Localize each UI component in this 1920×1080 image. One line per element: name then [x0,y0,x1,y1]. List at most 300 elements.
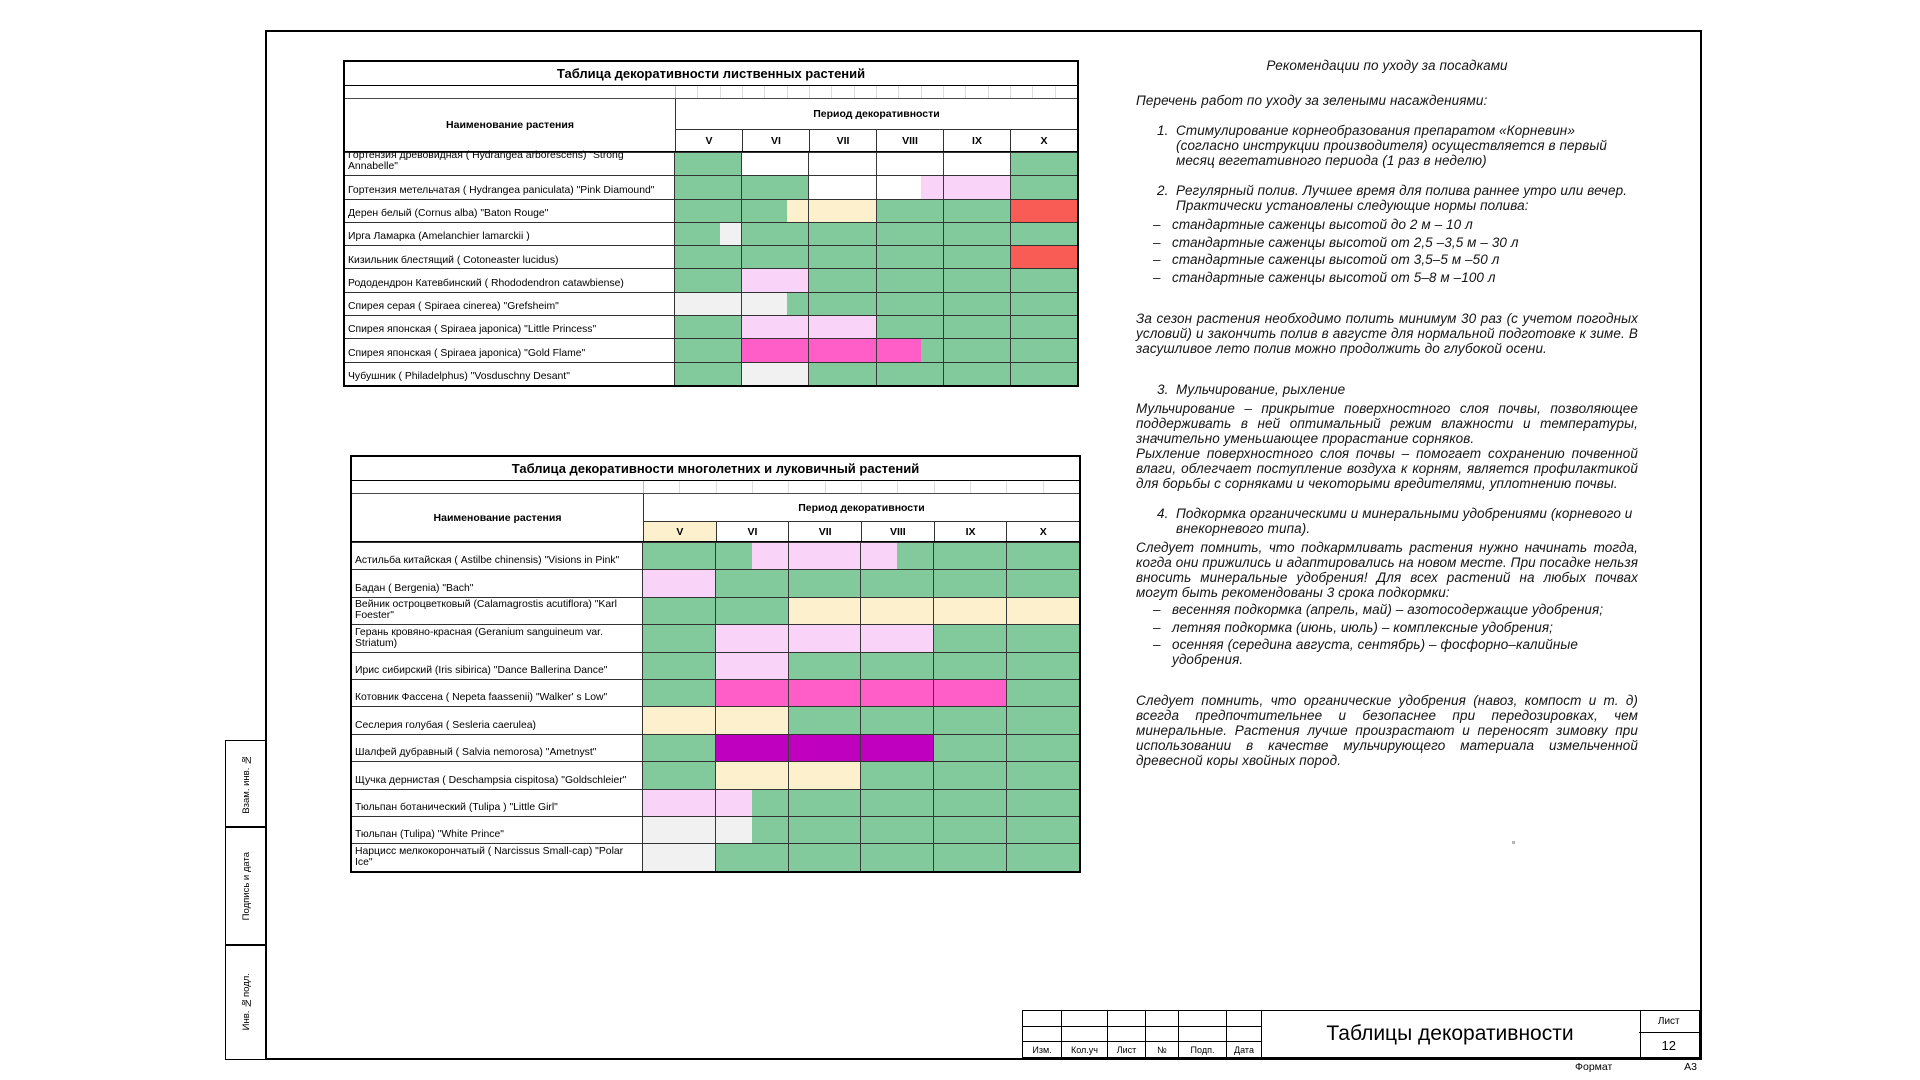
tick-cell [764,86,786,98]
month-gridline-cell [933,653,1006,679]
table-row [352,569,1079,596]
month-gridline-cell [876,153,943,175]
dash-marker: – [1153,234,1161,250]
month-gridlines [643,570,1079,596]
month-gridline-cell [860,598,933,624]
tick-cell [679,481,715,493]
period-header: Период декоративности [676,99,1077,130]
table-row [352,789,1079,816]
month-gridline-cell [933,543,1006,569]
item-number: 2. [1157,183,1169,198]
plant-name: Чубушник ( Philadelphus) "Vosduschny Desant" [345,363,675,385]
plant-name: Кизильник блестящий ( Cotoneaster lucidus) [345,246,675,268]
period-bar [675,269,1077,291]
item-text: осенняя (середина августа, сентябрь) – фосфорно–калийные удобрения. [1172,637,1578,667]
tick-cell [1043,481,1079,493]
month-gridline-cell [933,762,1006,788]
month-gridline-cell [643,570,715,596]
dash-marker: – [1153,602,1161,617]
revision-grid-cell [1023,1027,1061,1042]
month-gridline-cell [715,680,788,706]
month-gridline-cell [1010,223,1077,245]
month-gridline-cell [876,316,943,338]
name-column-header: Наименование растения [345,99,676,151]
month-gridline-cell [860,790,933,816]
period-bar [675,316,1077,338]
table-row [352,679,1079,706]
period-bar [675,176,1077,198]
month-gridline-cell [788,653,861,679]
revision-grid-cell [1226,1011,1261,1026]
subdivision-ticks [676,86,1077,98]
month-gridlines [643,680,1079,706]
deciduous-plants-table [343,60,1079,387]
tick-cell [752,481,788,493]
recommendation-dash [1136,602,1638,617]
month-gridlines [675,176,1077,198]
month-gridline-cell [943,200,1010,222]
month-gridline-cell [741,339,808,361]
month-label: V [705,134,713,147]
month-gridline-cell [788,543,861,569]
recommendations-body [1136,123,1638,768]
period-bar [675,153,1077,175]
revision-grid-cell: Подп. [1178,1042,1226,1057]
table-row [345,362,1077,385]
month-gridline-cell [933,570,1006,596]
table-header [352,494,1079,542]
month-gridlines [675,223,1077,245]
month-gridline-cell [715,790,788,816]
care-recommendations [1136,52,1638,768]
recommendation-num [1136,123,1638,168]
month-gridline-cell [643,543,715,569]
table-row [345,315,1077,338]
period-bar [643,817,1079,843]
tick-cell [788,481,824,493]
month-gridlines [643,653,1079,679]
month-gridline-cell [933,680,1006,706]
month-gridline-cell [933,790,1006,816]
month-gridline-cell [860,543,933,569]
month-gridline-cell [933,598,1006,624]
month-gridline-cell [715,844,788,870]
subdivision-name-spacer [345,86,676,98]
month-gridline-cell [860,735,933,761]
month-gridlines [643,625,1079,651]
side-label: Инв. №подл. [240,973,252,1031]
format-value: А3 [1684,1061,1697,1073]
month-gridline-cell [860,707,933,733]
month-gridline-cell [1006,817,1079,843]
month-gridline-cell [808,293,875,315]
tick-cell [876,86,898,98]
month-gridlines [675,293,1077,315]
month-gridlines [675,246,1077,268]
month-gridline-cell [933,707,1006,733]
table-row [352,761,1079,788]
month-gridline-cell [1006,735,1079,761]
month-label: VI [716,522,789,541]
table-row [345,268,1077,291]
sheet-number: 12 [1661,1037,1676,1053]
tick-cell [970,481,1006,493]
month-gridline-cell [876,223,943,245]
period-bar [643,680,1079,706]
item-number: 3. [1157,381,1169,397]
month-gridlines [643,844,1079,870]
month-gridline-cell [943,153,1010,175]
revision-grid-row [1023,1026,1261,1042]
item-text: Регулярный полив. Лучшее время для полива раннее утро или вечер. Практически установлены следующие нормы полива: [1176,183,1628,213]
tick-cell [861,481,897,493]
month-gridline-cell [860,625,933,651]
plant-name: Рододендрон Катевбинский ( Rhododendron catawbiense) [345,269,675,291]
period-bar [643,844,1079,870]
item-text: Стимулирование корнеобразования препаратом «Корневин» (согласно инструкции производителя) осуществляется в первый месяц вегетативного периода (1 раз в неделю) [1176,123,1608,168]
month-gridline-cell [933,735,1006,761]
month-labels-row [676,130,1077,151]
plant-name: Гортензия древовидная ( Hydrangea arborescens) "Strong Annabelle" [345,153,675,175]
month-gridline-cell [741,176,808,198]
revision-grid-cell: Лист [1107,1042,1145,1057]
tick-cell [921,86,943,98]
month-gridline-cell [643,790,715,816]
month-gridline-cell [808,363,875,385]
revision-grid-cell [1226,1027,1261,1042]
plant-name: Спирея серая ( Spiraea cinerea) "Grefsheim" [345,293,675,315]
month-gridline-cell [788,817,861,843]
table-row [352,597,1079,624]
plant-name: Герань кровяно-красная (Geranium sanguineum var. Striatum) [352,625,643,651]
month-gridline-cell [741,246,808,268]
month-label: V [644,522,716,541]
month-gridline-cell [643,598,715,624]
period-bar [675,293,1077,315]
table-title: Таблица декоративности многолетних и луковичный растений [352,457,1079,481]
revision-grid-cell [1145,1011,1178,1026]
item-text: стандартные саженцы высотой от 3,5–5 м –50 л [1172,252,1500,267]
month-gridline-cell [715,625,788,651]
month-gridline-cell [1010,293,1077,315]
month-gridline-cell [643,625,715,651]
table-title: Таблица декоративности лиственных растений [345,62,1077,86]
month-gridline-cell [808,316,875,338]
month-gridline-cell [643,844,715,870]
month-gridline-cell [933,625,1006,651]
recommendation-dash [1136,217,1638,232]
month-gridline-cell [1010,269,1077,291]
month-gridline-cell [643,817,715,843]
month-gridline-cell [675,269,741,291]
plant-name: Астильба китайская ( Astilbe chinensis) "Visions in Pink" [352,543,643,569]
month-gridline-cell [741,363,808,385]
period-header-group [644,494,1079,541]
month-gridline-cell [933,844,1006,870]
revision-grid-cell: № [1145,1042,1178,1057]
item-text: Подкормка органическими и минеральными удобрениями (корневого и внекорневого типа). [1176,505,1633,536]
month-gridline-cell [788,570,861,596]
revision-grid-cell: Дата [1226,1042,1261,1057]
tick-cell [1032,86,1054,98]
month-gridline-cell [675,293,741,315]
dash-marker: – [1153,269,1161,285]
table-row [352,734,1079,761]
table-row [345,199,1077,222]
month-gridlines [643,707,1079,733]
month-gridline-cell [808,269,875,291]
recommendation-para: Следует помнить, что подкармливать растения нужно начинать тогда, когда они прижились и адаптировались на новом месте. При посадке нельзя вносить минеральные удобрения! Для всех растений на любых почвах могут быть рекомендованы 3 срока подкормки: [1136,539,1639,600]
tick-cell [644,481,679,493]
plant-name: Шалфей дубравный ( Salvia nemorosa) "Ametnyst" [352,735,643,761]
month-gridline-cell [808,176,875,198]
table-row [352,652,1079,679]
month-gridline-cell [643,735,715,761]
period-bar [643,762,1079,788]
month-gridline-cell [933,817,1006,843]
format-note [1575,1061,1697,1073]
item-text: стандартные саженцы высотой от 2,5 –3,5 м – 30 л [1172,234,1519,250]
month-gridline-cell [808,223,875,245]
item-number: 1. [1157,123,1169,138]
side-label: Подпись и дата [240,851,252,921]
tick-cell [943,86,965,98]
month-gridline-cell [675,176,741,198]
revision-grid-cell [1061,1011,1107,1026]
month-label: VII [809,130,876,151]
month-gridline-cell [1006,625,1079,651]
month-gridline-cell [741,223,808,245]
recommendation-dash [1136,620,1638,635]
revision-grid-cell [1061,1027,1107,1042]
dash-marker: – [1153,619,1161,635]
table-row [352,816,1079,843]
tick-cell [742,86,764,98]
recommendations-intro: Перечень работ по уходу за зелеными насаждениями: [1136,93,1488,108]
month-label: X [1010,130,1077,151]
tick-cell [1006,481,1042,493]
revision-grid-cell [1178,1027,1226,1042]
month-gridline-cell [860,844,933,870]
month-gridline-cell [715,762,788,788]
recommendation-dash [1136,252,1638,267]
month-gridline-cell [1006,707,1079,733]
month-gridline-cell [943,293,1010,315]
revision-grid-row [1023,1011,1261,1026]
tick-cell [934,481,970,493]
tick-cell [825,481,861,493]
format-label: Формат [1575,1061,1613,1073]
table-row [352,843,1079,870]
period-bar [643,625,1079,651]
tick-cell [898,86,920,98]
month-gridlines [675,316,1077,338]
period-header: Период декоративности [644,494,1079,522]
subdivision-strip [352,481,1079,494]
month-gridline-cell [675,339,741,361]
period-bar [675,339,1077,361]
period-bar [675,223,1077,245]
period-bar [643,570,1079,596]
table-row [345,222,1077,245]
recommendation-para: За сезон растения необходимо полить минимум 30 раз (с учетом погодных условий) и закончить полив в августе для нормальной подготовке к зиме. В засушливое лето полив можно продолжить до глубокой осени. [1136,310,1638,356]
month-gridline-cell [788,735,861,761]
month-gridline-cell [715,707,788,733]
revision-grid-row [1023,1041,1261,1057]
tick-cell [1055,86,1077,98]
tick-cell [697,86,719,98]
month-gridlines [643,817,1079,843]
period-bar [643,790,1079,816]
month-gridline-cell [675,223,741,245]
plant-name: Щучка дернистая ( Deschampsia cispitosa) "Goldschleier" [352,762,643,788]
recommendation-dash [1136,637,1638,667]
table-row [345,152,1077,175]
period-bar [643,707,1079,733]
recommendation-para: Следует помнить, что органические удобрения (навоз, компост и т. д) всегда предпочтительнее и безопаснее при передозировках, чем минеральные. Растения лучше произрастают и переносят зимовку при использовании в качестве мульчирующего материала измельченной древесной коры хвойных пород. [1136,693,1638,768]
month-gridline-cell [860,817,933,843]
perennials-bulbs-table [350,455,1081,873]
month-gridline-cell [808,339,875,361]
tick-cell [787,86,809,98]
month-gridline-cell [943,316,1010,338]
month-gridline-cell [1006,598,1079,624]
subdivision-ticks [644,481,1079,493]
item-text: летняя подкормка (июнь, июль) – комплексные удобрения; [1172,619,1554,635]
side-label: Взам. инв. № [240,754,252,814]
month-label: VII [788,522,861,541]
recommendations-title: Рекомендации по уходу за посадками [1266,58,1508,73]
recommendation-num [1136,382,1638,397]
month-label: IX [943,130,1010,151]
side-label-box [225,944,267,1060]
month-gridline-cell [1010,339,1077,361]
month-gridline-cell [715,570,788,596]
month-gridline-cell [876,246,943,268]
month-gridline-cell [675,316,741,338]
month-gridline-cell [715,543,788,569]
month-gridline-cell [788,625,861,651]
month-gridline-cell [741,293,808,315]
month-gridline-cell [788,844,861,870]
month-gridline-cell [943,176,1010,198]
dash-marker: – [1153,637,1161,652]
month-gridline-cell [741,316,808,338]
revision-grid-cell [1107,1011,1145,1026]
side-label-box [225,826,267,946]
month-gridline-cell [715,598,788,624]
month-gridline-cell [1010,153,1077,175]
month-gridline-cell [876,363,943,385]
tick-cell [1010,86,1032,98]
tick-cell [897,481,933,493]
month-gridline-cell [643,680,715,706]
item-text: стандартные саженцы высотой от 5–8 м –100 л [1172,269,1496,285]
month-gridline-cell [788,707,861,733]
month-gridline-cell [876,339,943,361]
month-gridline-cell [715,735,788,761]
period-bar [643,543,1079,569]
month-gridline-cell [1010,200,1077,222]
plant-name: Спирея японская ( Spiraea japonica) "Little Princess" [345,316,675,338]
month-gridline-cell [741,153,808,175]
plant-name: Ирис сибирский (Iris sibirica) "Dance Ballerina Dance" [352,653,643,679]
period-bar [675,246,1077,268]
side-label-box [225,740,267,828]
month-gridline-cell [860,653,933,679]
tick-cell [720,86,742,98]
item-text: весенняя подкормка (апрель, май) – азотосодержащие удобрения; [1172,602,1604,617]
month-gridline-cell [943,269,1010,291]
month-gridlines [675,269,1077,291]
month-gridline-cell [1006,680,1079,706]
item-number: 4. [1157,505,1169,521]
table-row [345,175,1077,198]
period-bar [643,598,1079,624]
month-gridline-cell [675,363,741,385]
stray-mark [1512,841,1515,844]
month-gridline-cell [1006,543,1079,569]
tick-cell [809,86,831,98]
plant-name: Сеслерия голубая ( Sesleria caerulea) [352,707,643,733]
month-gridline-cell [675,200,741,222]
period-bar [675,363,1077,385]
month-gridline-cell [943,246,1010,268]
month-gridline-cell [1010,363,1077,385]
month-gridline-cell [643,707,715,733]
month-gridlines [675,200,1077,222]
plant-name: Тюльпан (Tulipa) "White Prince" [352,817,643,843]
plant-name: Ирга Ламарка (Amelanchier lamarckii ) [345,223,675,245]
month-gridlines [675,339,1077,361]
revision-grid-cell [1107,1027,1145,1042]
month-gridline-cell [876,269,943,291]
month-gridline-cell [788,598,861,624]
table-row [352,542,1079,569]
plant-name: Тюльпан ботанический (Tulipa ) "Little Girl" [352,790,643,816]
tick-cell [716,481,752,493]
month-gridline-cell [715,653,788,679]
tick-cell [965,86,987,98]
month-gridline-cell [741,200,808,222]
month-label: X [1006,522,1079,541]
month-gridline-cell [876,176,943,198]
recommendation-num [1136,183,1638,213]
table-row [352,706,1079,733]
recommendation-para: Рыхление поверхностного слоя почвы – помогает сохранению почвенной влаги, облегчает поступление воздуха к корням, является профилактикой для борьбы с сорняками и чекоторыми вредителями, уплотнению почвы. [1136,445,1638,491]
recommendation-dash [1136,270,1638,285]
period-header-group [676,99,1077,151]
month-gridline-cell [943,339,1010,361]
month-gridline-cell [943,363,1010,385]
month-gridlines [643,735,1079,761]
month-gridline-cell [1006,790,1079,816]
month-labels-row [644,522,1079,541]
period-bar [675,200,1077,222]
month-gridline-cell [876,293,943,315]
month-gridline-cell [1010,246,1077,268]
month-gridline-cell [860,680,933,706]
month-gridline-cell [943,223,1010,245]
month-gridline-cell [715,817,788,843]
recommendation-dash [1136,235,1638,250]
dash-marker: – [1153,217,1161,232]
month-gridline-cell [1006,844,1079,870]
revision-grid-cell: Изм. [1032,1044,1052,1055]
month-gridline-cell [808,246,875,268]
plant-name: Гортензия метельчатая ( Hydrangea paniculata) "Pink Diamound" [345,176,675,198]
plant-name: Спирея японская ( Spiraea japonica) "Gold Flame" [345,339,675,361]
